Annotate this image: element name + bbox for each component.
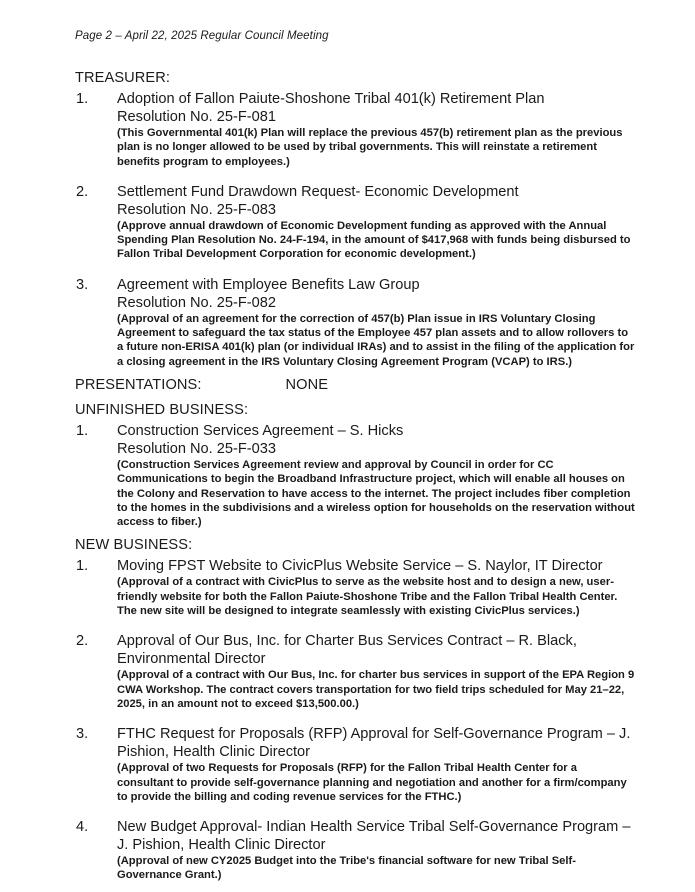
item-title: New Budget Approval- Indian Health Service Tribal Self-Governance Program – J. Pishion, Health Clinic Director: [117, 819, 631, 854]
item-resolution: Resolution No. 25-F-083: [117, 201, 276, 218]
item-resolution: Resolution No. 25-F-082: [117, 294, 276, 311]
item-description: (This Governmental 401(k) Plan will replace the previous 457(b) retirement plan as the previous plan is no longer allowed to be used by tribal governments. This will reinstate a retirement benefits program to employees.): [117, 127, 623, 168]
presentations-value: NONE: [285, 376, 329, 393]
item-number: 3.: [76, 276, 89, 293]
item-title: Construction Services Agreement – S. Hicks: [117, 422, 404, 439]
agenda-item: [75, 725, 635, 804]
agenda-item: [75, 632, 635, 711]
section-heading-unfinished-business: UNFINISHED BUSINESS:: [75, 401, 249, 418]
section-heading-presentations: [75, 377, 635, 394]
agenda-item: [75, 276, 635, 369]
section-heading-new-business: NEW BUSINESS:: [75, 537, 193, 554]
item-title: FTHC Request for Proposals (RFP) Approval for Self-Governance Program – J. Pishion, Health Clinic Director: [117, 726, 631, 761]
agenda-item: [75, 90, 635, 169]
item-resolution: Resolution No. 25-F-081: [117, 109, 276, 125]
agenda-item: [75, 557, 635, 618]
item-title: Moving FPST Website to CivicPlus Website Service – S. Naylor, IT Director: [117, 558, 603, 575]
agenda-item: [75, 422, 635, 529]
item-description: (Approval of an agreement for the correction of 457(b) Plan issue in IRS Voluntary Closing Agreement to safeguard the tax status of the Employee 457 plan assets and to allow rollovers to a future non-ERISA 401(k) plan (or individual IRAs) and to assist in the filing of the application for a closing agreement in the IRS Voluntary Closing Agreement Program (VCAP) to IRS.): [117, 312, 635, 368]
item-resolution: Resolution No. 25-F-033: [117, 440, 276, 457]
item-description: (Approval of a contract with Our Bus, Inc. for charter bus services in support of the EPA Region 9 CWA Workshop. The contract covers transportation for two field trips scheduled for May 21–22, 2025, in an amount not to exceed $13,500.00.): [117, 669, 635, 710]
item-number: 2.: [76, 183, 89, 200]
section-heading-treasurer: TREASURER:: [75, 70, 171, 86]
agenda-content: [75, 70, 635, 883]
agenda-item: [75, 183, 635, 262]
item-number: 1.: [76, 91, 89, 107]
item-description: (Approve annual drawdown of Economic Development funding as approved with the Annual Spending Plan Resolution No. 24-F-194, in the amount of $417,968 with funds being disbursed to Fallon Tribal Development Corporation for economic development.): [117, 219, 631, 261]
agenda-item: [75, 818, 635, 883]
item-title: Settlement Fund Drawdown Request- Economic Development: [117, 183, 519, 200]
item-description: (Approval of new CY2025 Budget into the Tribe's financial software for new Tribal Self-Governance Grant.): [117, 855, 576, 882]
item-title: Agreement with Employee Benefits Law Group: [117, 276, 420, 293]
item-number: 4.: [76, 819, 89, 836]
page-header: Page 2 – April 22, 2025 Regular Council Meeting: [75, 30, 329, 42]
presentations-label: PRESENTATIONS:: [75, 376, 202, 393]
item-description: (Approval of a contract with CivicPlus to serve as the website host and to design a new, user-friendly website for both the Fallon Paiute-Shoshone Tribe and the Fallon Tribal Health Center. The new site will be designed to integrate seamlessly with existing CivicPlus services.): [117, 576, 618, 618]
item-description: (Construction Services Agreement review and approval by Council in order for CC Communications to begin the Broadband Infrastructure project, which will enable all houses on the Colony and Reservation to have access to the internet. The project includes fiber completion to the homes in the subdivisions and a wireless option for households on the reservation without access to fiber.): [117, 458, 635, 529]
item-number: 2.: [76, 633, 89, 650]
item-title: Adoption of Fallon Paiute-Shoshone Tribal 401(k) Retirement Plan: [117, 91, 545, 107]
item-number: 1.: [76, 422, 89, 439]
item-title: Approval of Our Bus, Inc. for Charter Bus Services Contract – R. Black, Environmental Director: [117, 633, 577, 668]
item-description: (Approval of two Requests for Proposals (RFP) for the Fallon Tribal Health Center for a consultant to provide self-governance planning and negotiation and another for a firm/company to provide the billing and coding revenue services for the FTHC.): [117, 762, 627, 803]
item-number: 3.: [76, 726, 89, 743]
item-number: 1.: [76, 558, 89, 575]
